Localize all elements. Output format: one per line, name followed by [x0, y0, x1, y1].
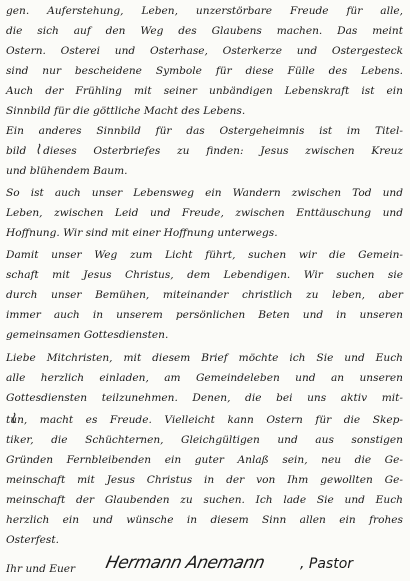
text-line: und blühendem Baum.	[6, 165, 128, 177]
text-line: meinschaft mit Jesus Christus in der von Ihm gewollten Ge-	[6, 474, 403, 486]
text-line: Ostern. Osterei und Osterhase, Osterkerze und Ostergesteck	[6, 45, 403, 57]
signature: Hermann Anemann	[103, 553, 267, 573]
text-line: tun, macht es Freude. Vielleicht kann Ostern für die Skep-	[6, 414, 403, 426]
text-line: bild dieses Osterbriefes zu finden: Jesus zwischen Kreuz	[6, 145, 403, 157]
text-line: meinschaft der Glaubenden zu suchen. Ich lade Sie und Euch	[6, 494, 403, 506]
text-line: Hoffnung. Wir sind mit einer Hoffnung unterwegs.	[6, 227, 278, 239]
text-line: die sich auf den Weg des Glaubens machen. Das meint	[6, 25, 403, 37]
text-line: sind nur bescheidene Symbole für diese Fülle des Lebens.	[6, 65, 403, 77]
text-line: gemeinsamen Gottesdiensten.	[6, 329, 169, 341]
ink-mark	[9, 412, 19, 424]
closing-text: Ihr und Euer	[6, 563, 76, 575]
text-line: So ist auch unser Lebensweg ein Wandern zwischen Tod und	[6, 187, 403, 199]
text-line: Sinnbild für die göttliche Macht des Lebens.	[6, 105, 246, 117]
text-line: schaft mit Jesus Christus, dem Lebendigen. Wir suchen sie	[6, 269, 403, 281]
text-line: alle herzlich einladen, am Gemeindeleben und an unseren	[6, 372, 403, 384]
text-line: immer auch in unserem persönlichen Beten und in unseren	[6, 309, 403, 321]
text-line: Gottesdiensten teilzunehmen. Denen, die bei uns aktiv mit-	[6, 392, 403, 404]
text-line: Osterfest.	[6, 534, 59, 546]
text-line: gen. Auferstehung, Leben, unzerstörbare Freude für alle,	[6, 5, 403, 17]
text-line: Gründen Fernbleibenden ein guter Anlaß sein, neu die Ge-	[6, 454, 403, 466]
text-line: tiker, die Schüchternen, Gleichgültigen und aus sonstigen	[6, 434, 403, 446]
text-line: Auch der Frühling mit seiner unbändigen Lebenskraft ist ein	[6, 85, 403, 97]
text-line: Liebe Mitchristen, mit diesem Brief möchte ich Sie und Euch	[6, 352, 403, 364]
signature-title: , Pastor	[300, 556, 354, 572]
text-line: Ein anderes Sinnbild für das Ostergeheimnis ist im Titel-	[6, 125, 403, 137]
text-line: durch unser Bemühen, miteinander christlich zu leben, aber	[6, 289, 403, 301]
text-line: herzlich ein und wünsche in diesem Sinn allen ein frohes	[6, 514, 403, 526]
ink-mark	[34, 143, 44, 155]
text-line: Leben, zwischen Leid und Freude, zwischen Enttäuschung und	[6, 207, 403, 219]
text-line: Damit unser Weg zum Licht führt, suchen wir die Gemein-	[6, 249, 403, 261]
